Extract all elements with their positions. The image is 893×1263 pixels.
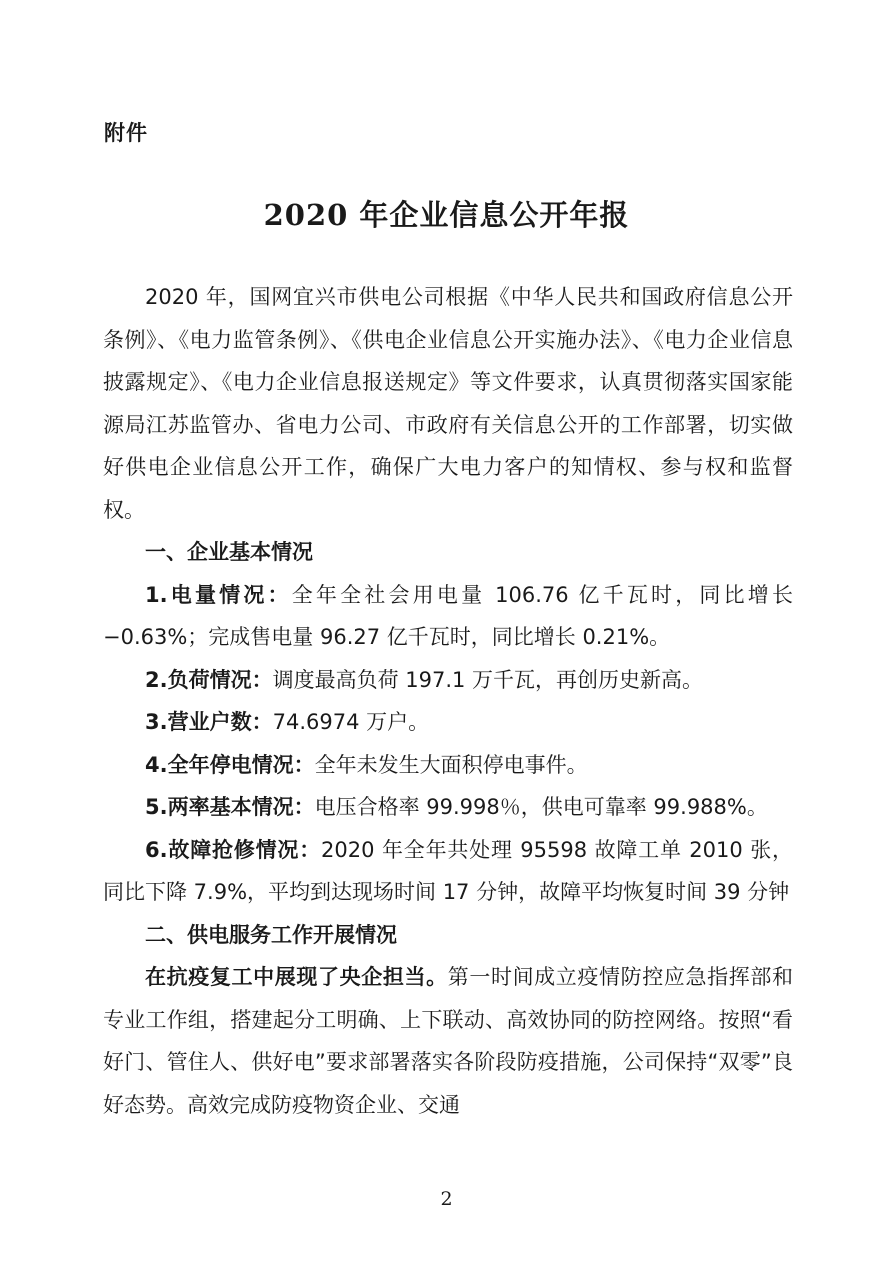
list-item bbox=[103, 829, 793, 914]
intro-paragraph: 2020 年，国网宜兴市供电公司根据《中华人民共和国政府信息公开条例》、《电力监管条例》、《供电企业信息公开实施办法》、《电力企业信息披露规定》、《电力企业信息报送规定》等文件要求，认真贯彻落实国家能源局江苏监管办、省电力公司、市政府有关信息公开的工作部署，切实做好供电企业信息公开工作，确保广大电力客户的知情权、参与权和监督权。 bbox=[103, 285, 793, 522]
list-item bbox=[103, 574, 793, 659]
item-text: 2020 年全年共处理 95598 故障工单 2010 张，同比下降 7.9%，平均到达现场时间 17 分钟，故障平均恢复时间 39 分钟 bbox=[103, 837, 793, 904]
section2-paragraph bbox=[103, 956, 793, 1126]
item-text: 全年未发生大面积停电事件。 bbox=[314, 752, 588, 777]
item-label: 5.两率基本情况： bbox=[145, 795, 315, 819]
section-heading: 一、企业基本情况 bbox=[145, 540, 313, 564]
list-item bbox=[103, 701, 793, 744]
list-item bbox=[103, 744, 793, 787]
page-number: 2 bbox=[440, 1188, 453, 1210]
attachment-label: 附件 bbox=[104, 121, 148, 145]
item-label: 4.全年停电情况： bbox=[145, 752, 315, 777]
item-text: 74.6974 万户。 bbox=[272, 710, 430, 734]
item-text: 电压合格率 99.998％，供电可靠率 99.988%。 bbox=[314, 795, 768, 819]
item-label: 6.故障抢修情况： bbox=[145, 837, 322, 862]
item-label: 2.负荷情况： bbox=[145, 667, 273, 692]
item-text: 调度最高负荷 197.1 万千瓦，再创历史新高。 bbox=[272, 667, 704, 692]
document-title: 2020 年企业信息公开年报 bbox=[263, 198, 630, 232]
item-text: 全年全社会用电量 106.76 亿千瓦时，同比增长−0.63%；完成售电量 96.27 亿千瓦时，同比增长 0.21%。 bbox=[103, 582, 793, 649]
paragraph-text: 第一时间成立疫情防控应急指挥部和专业工作组，搭建起分工明确、上下联动、高效协同的防控网络。按照“看好门、管住人、供好电”要求部署落实各阶段防疫措施，公司保持“双零”良好态势。高效完成防疫物资企业、交通 bbox=[103, 965, 794, 1117]
list-item bbox=[103, 659, 793, 702]
paragraph-lead: 在抗疫复工中展现了央企担当。 bbox=[145, 965, 448, 989]
item-label: 3.营业户数： bbox=[145, 710, 273, 734]
list-item bbox=[103, 786, 793, 829]
document-body bbox=[103, 276, 793, 1126]
item-label: 1.电量情况： bbox=[145, 582, 292, 607]
section-heading: 二、供电服务工作开展情况 bbox=[145, 922, 397, 947]
